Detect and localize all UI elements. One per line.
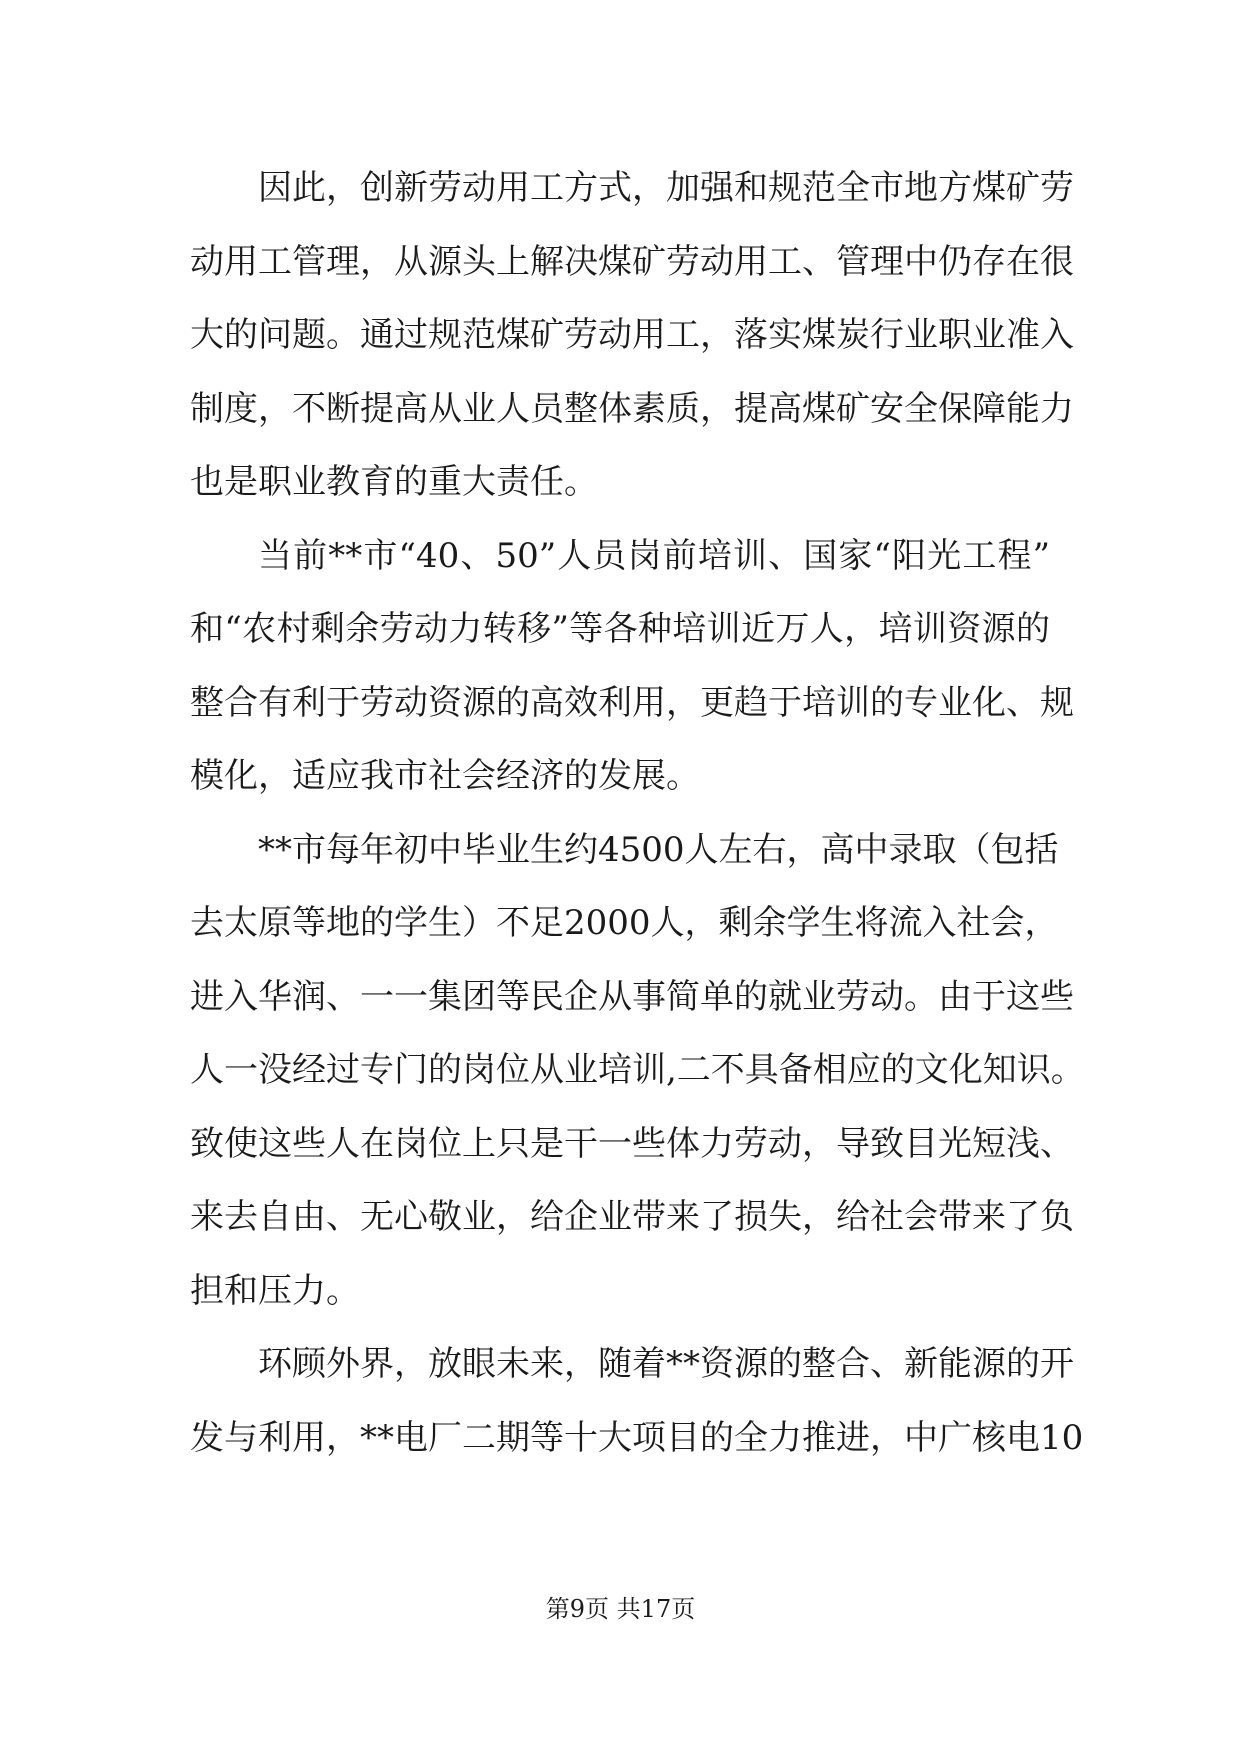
text-line: 当前**市“40、50”人员岗前培训、国家“阳光工程” <box>258 535 1050 576</box>
text-line: 模化，适应我市社会经济的发展。 <box>190 756 700 796</box>
text-line: 来去自由、无心敬业，给企业带来了损失，给社会带来了负 <box>190 1197 1074 1237</box>
text-line: 人一没经过专门的岗位从业培训,二不具备相应的文化知识。 <box>190 1050 1085 1090</box>
text-line: **市每年初中毕业生约4500人左右，高中录取（包括 <box>258 829 1059 870</box>
text-line: 因此，创新劳动用工方式，加强和规范全市地方煤矿劳 <box>258 168 1074 208</box>
text-line: 担和压力。 <box>190 1270 360 1311</box>
page-footer: 第9页 共17页 <box>545 1595 696 1623</box>
text-line: 和“农村剩余劳动力转移”等各种培训近万人，培训资源的 <box>190 609 1050 649</box>
text-line: 大的问题。通过规范煤矿劳动用工，落实煤炭行业职业准入 <box>190 315 1074 355</box>
text-line: 也是职业教育的重大责任。 <box>190 462 598 502</box>
text-line: 去太原等地的学生）不足2000人，剩余学生将流入社会， <box>190 903 1059 943</box>
text-line: 致使这些人在岗位上只是干一些体力劳动，导致目光短浅、 <box>190 1123 1074 1164</box>
text-line: 整合有利于劳动资源的高效利用，更趋于培训的专业化、规 <box>190 682 1074 723</box>
body-text <box>190 152 1085 1475</box>
text-line: 发与利用，**电厂二期等十大项目的全力推进，中广核电10 <box>190 1417 1084 1458</box>
text-line: 制度，不断提高从业人员整体素质，提高煤矿安全保障能力 <box>190 388 1074 429</box>
text-line: 进入华润、一一集团等民企从事简单的就业劳动。由于这些 <box>190 976 1074 1017</box>
text-line: 环顾外界，放眼未来，随着**资源的整合、新能源的开 <box>258 1344 1074 1384</box>
text-line: 动用工管理，从源头上解决煤矿劳动用工、管理中仍存在很 <box>190 241 1074 282</box>
